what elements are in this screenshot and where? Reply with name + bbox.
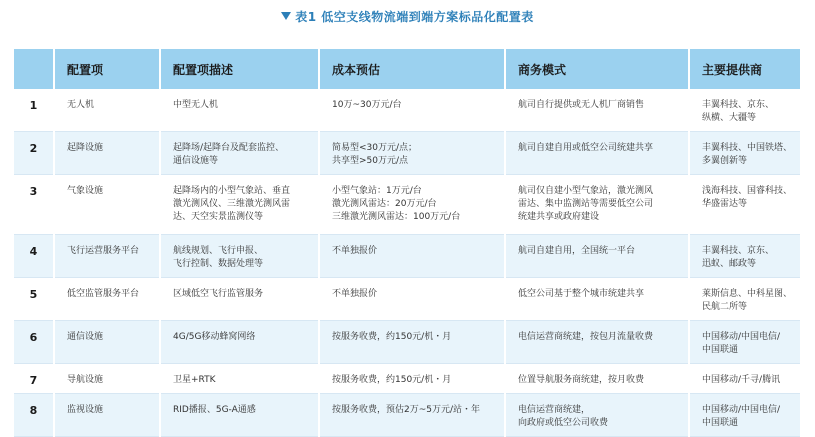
- cell-item: [54, 364, 160, 394]
- table-row: [14, 235, 801, 278]
- cell-item: [54, 175, 160, 235]
- cell-item: [54, 89, 160, 132]
- cell-text-line: 中国移动/千寻/腾讯: [702, 375, 781, 385]
- cell-text-line: RID播报、5G-A通感: [173, 405, 256, 415]
- cell-text-line: 飞行控制、数据处理等: [173, 259, 264, 269]
- table-row: [14, 89, 801, 132]
- cell-item: [54, 235, 160, 278]
- cell-text-line: 丰翼科技、京东、: [702, 100, 775, 110]
- table-row: [14, 364, 801, 394]
- cell-index: 7: [14, 364, 54, 394]
- header-vendor: 主要提供商: [689, 49, 801, 89]
- cell-vendor: [689, 89, 801, 132]
- cell-biz: [505, 175, 689, 235]
- cell-text-line: 飞行运营服务平台: [67, 246, 140, 256]
- cell-text-line: 起降设施: [67, 143, 104, 153]
- cell-vendor: [689, 175, 801, 235]
- cell-text-line: 监视设施: [67, 405, 104, 415]
- cell-text-line: 统建共享或政府建设: [518, 212, 600, 222]
- cell-text-line: 不单独报价: [332, 289, 378, 299]
- cell-desc: [160, 364, 319, 394]
- cell-biz: [505, 132, 689, 175]
- cell-vendor: [689, 235, 801, 278]
- cell-desc: [160, 278, 319, 321]
- cell-biz: [505, 364, 689, 394]
- cell-desc: [160, 394, 319, 437]
- cell-text-line: 中国移动/中国电信/: [702, 405, 781, 415]
- cell-text-line: 电信运营商统建，: [518, 405, 591, 415]
- cell-text-line: 无人机: [67, 100, 95, 110]
- cell-cost: [319, 175, 505, 235]
- table-row: [14, 175, 801, 235]
- cell-text-line: 气象设施: [67, 186, 104, 196]
- cell-text-line: 向政府或低空公司收费: [518, 418, 609, 428]
- cell-text-line: 电信运营商统建，按包月流量收费: [518, 332, 654, 342]
- cell-text-line: 按服务收费，约150元/机・月: [332, 375, 452, 385]
- cell-text-line: 卫星+RTK: [173, 375, 216, 385]
- cell-biz: [505, 89, 689, 132]
- cell-biz: [505, 278, 689, 321]
- header-index: [14, 49, 54, 89]
- cell-desc: [160, 175, 319, 235]
- cell-index: 3: [14, 175, 54, 235]
- cell-cost: [319, 89, 505, 132]
- cell-text-line: 低空监管服务平台: [67, 289, 140, 299]
- cell-index: 5: [14, 278, 54, 321]
- cell-cost: [319, 321, 505, 364]
- cell-cost: [319, 364, 505, 394]
- cell-biz: [505, 394, 689, 437]
- cell-index: 6: [14, 321, 54, 364]
- cell-desc: [160, 89, 319, 132]
- cell-cost: [319, 278, 505, 321]
- cell-text-line: 丰翼科技、京东、: [702, 246, 775, 256]
- header-cost: 成本预估: [319, 49, 505, 89]
- cell-text-line: 中国联通: [702, 418, 739, 428]
- triangle-down-icon: [281, 12, 291, 20]
- cell-text-line: 按服务收费，预估2万~5万元/站・年: [332, 405, 481, 415]
- cell-vendor: [689, 278, 801, 321]
- cell-text-line: 航司自建自用或低空公司统建共享: [518, 143, 654, 153]
- cell-item: [54, 132, 160, 175]
- cell-text-line: 低空公司基于整个城市统建共享: [518, 289, 645, 299]
- cell-text-line: 导航设施: [67, 375, 104, 385]
- table-header-row: [14, 49, 801, 89]
- cell-index: 8: [14, 394, 54, 437]
- cell-text-line: 小型气象站：1万元/台: [332, 186, 422, 196]
- cell-text-line: 按服务收费，约150元/机・月: [332, 332, 452, 342]
- cell-text-line: 区域低空飞行监管服务: [173, 289, 264, 299]
- cell-text-line: 航司自行提供或无人机厂商销售: [518, 100, 645, 110]
- cell-vendor: [689, 394, 801, 437]
- config-table: [14, 49, 802, 437]
- cell-text-line: 激光测风仪、三维激光测风雷: [173, 199, 291, 209]
- cell-desc: [160, 321, 319, 364]
- cell-item: [54, 321, 160, 364]
- table-row: [14, 321, 801, 364]
- cell-text-line: 航司自建自用，全国统一平台: [518, 246, 636, 256]
- table-row: [14, 278, 801, 321]
- cell-text-line: 通信设施等: [173, 156, 219, 166]
- table-row: [14, 132, 801, 175]
- cell-vendor: [689, 132, 801, 175]
- cell-biz: [505, 321, 689, 364]
- cell-text-line: 共享型>50万元/点: [332, 156, 409, 166]
- cell-index: 1: [14, 89, 54, 132]
- cell-text-line: 中国移动/中国电信/: [702, 332, 781, 342]
- header-biz: 商务模式: [505, 49, 689, 89]
- cell-text-line: 纵横、大疆等: [702, 113, 757, 123]
- cell-text-line: 航线规划、飞行申报、: [173, 246, 264, 256]
- cell-item: [54, 394, 160, 437]
- cell-cost: [319, 132, 505, 175]
- cell-index: 4: [14, 235, 54, 278]
- table-caption: [0, 8, 815, 25]
- cell-text-line: 通信设施: [67, 332, 104, 342]
- cell-text-line: 丰翼科技、中国铁塔、: [702, 143, 793, 153]
- cell-text-line: 雷达、集中监测站等需要低空公司: [518, 199, 654, 209]
- cell-text-line: 多翼创新等: [702, 156, 748, 166]
- cell-text-line: 位置导航服务商统建，按月收费: [518, 375, 645, 385]
- cell-biz: [505, 235, 689, 278]
- cell-text-line: 不单独报价: [332, 246, 378, 256]
- header-desc: 配置项描述: [160, 49, 319, 89]
- cell-text-line: 莱斯信息、中科星图、: [702, 289, 793, 299]
- cell-text-line: 起降场内的小型气象站、垂直: [173, 186, 291, 196]
- table-row: [14, 394, 801, 437]
- cell-index: 2: [14, 132, 54, 175]
- cell-vendor: [689, 364, 801, 394]
- cell-text-line: 中型无人机: [173, 100, 219, 110]
- cell-cost: [319, 235, 505, 278]
- header-item: 配置项: [54, 49, 160, 89]
- cell-text-line: 迅蚁、邮政等: [702, 259, 757, 269]
- cell-item: [54, 278, 160, 321]
- cell-text-line: 民航二所等: [702, 302, 748, 312]
- table-title: 表1 低空支线物流端到端方案标品化配置表: [295, 10, 534, 24]
- cell-text-line: 航司仅自建小型气象站，激光测风: [518, 186, 654, 196]
- cell-text-line: 10万~30万元/台: [332, 100, 402, 110]
- cell-text-line: 达、天空实景监测仪等: [173, 212, 264, 222]
- cell-text-line: 浅海科技、国睿科技、: [702, 186, 793, 196]
- cell-text-line: 华盛雷达等: [702, 199, 748, 209]
- cell-text-line: 起降场/起降台及配套监控、: [173, 143, 285, 153]
- cell-text-line: 三维激光测风雷达：100万元/台: [332, 212, 461, 222]
- cell-text-line: 激光测风雷达：20万元/台: [332, 199, 437, 209]
- cell-text-line: 简易型<30万元/点；: [332, 143, 418, 153]
- cell-text-line: 4G/5G移动蜂窝网络: [173, 332, 256, 342]
- cell-desc: [160, 132, 319, 175]
- cell-text-line: 中国联通: [702, 345, 739, 355]
- cell-desc: [160, 235, 319, 278]
- cell-vendor: [689, 321, 801, 364]
- cell-cost: [319, 394, 505, 437]
